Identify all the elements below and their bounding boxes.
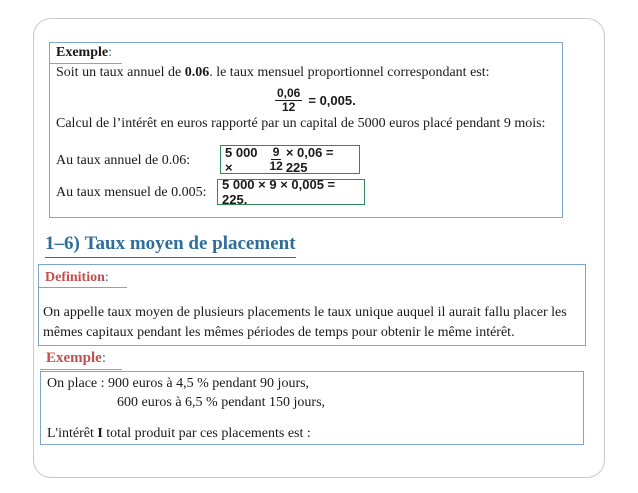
example-title: Exemple: [56, 45, 112, 60]
annual-rate-formula: 5 000 × $\frac{9}{12}$ × 0,06 = 225 [220, 145, 360, 174]
example2-line2: 600 euros à 6,5 % pendant 150 jours, [117, 395, 326, 410]
definition-title: Definition: [45, 270, 109, 285]
annual-rate-label: Au taux annuel de 0.06: [56, 153, 191, 168]
monthly-rate-label: Au taux mensuel de 0.005: [56, 185, 207, 200]
example2-title: Exemple: [46, 350, 106, 366]
monthly-rate-calc-formula: 5 000 × 9 × 0,005 = 225. [217, 179, 365, 205]
example2-line3: L'intérêt I total produit par ces placements est : [47, 426, 311, 441]
definition-line2: mêmes capitaux pendant les mêmes périodes de temps pour obtenir le même intérêt. [43, 325, 515, 340]
definition-box [38, 264, 586, 346]
section-heading: 1–6) Taux moyen de placement [45, 233, 296, 258]
example-line1: Soit un taux annuel de 0.06. le taux mensuel proportionnel correspondant est: [56, 65, 490, 80]
example2-box [40, 371, 584, 445]
example2-line1: On place : 900 euros à 4,5 % pendant 90 jours, [47, 376, 310, 391]
example-box [49, 42, 563, 218]
example-title-underline [50, 63, 122, 64]
calc-line: Calcul de l’intérêt en euros rapporté par un capital de 5000 euros placé pendant 9 mois: [56, 116, 546, 131]
definition-line1: On appelle taux moyen de plusieurs placements le taux unique auquel il aurait fallu placer les [43, 305, 567, 320]
monthly-rate-formula: $\frac{0,06}{12}$ = 0,005. [277, 86, 356, 114]
example2-title-underline [40, 369, 122, 370]
definition-title-underline [39, 287, 127, 288]
